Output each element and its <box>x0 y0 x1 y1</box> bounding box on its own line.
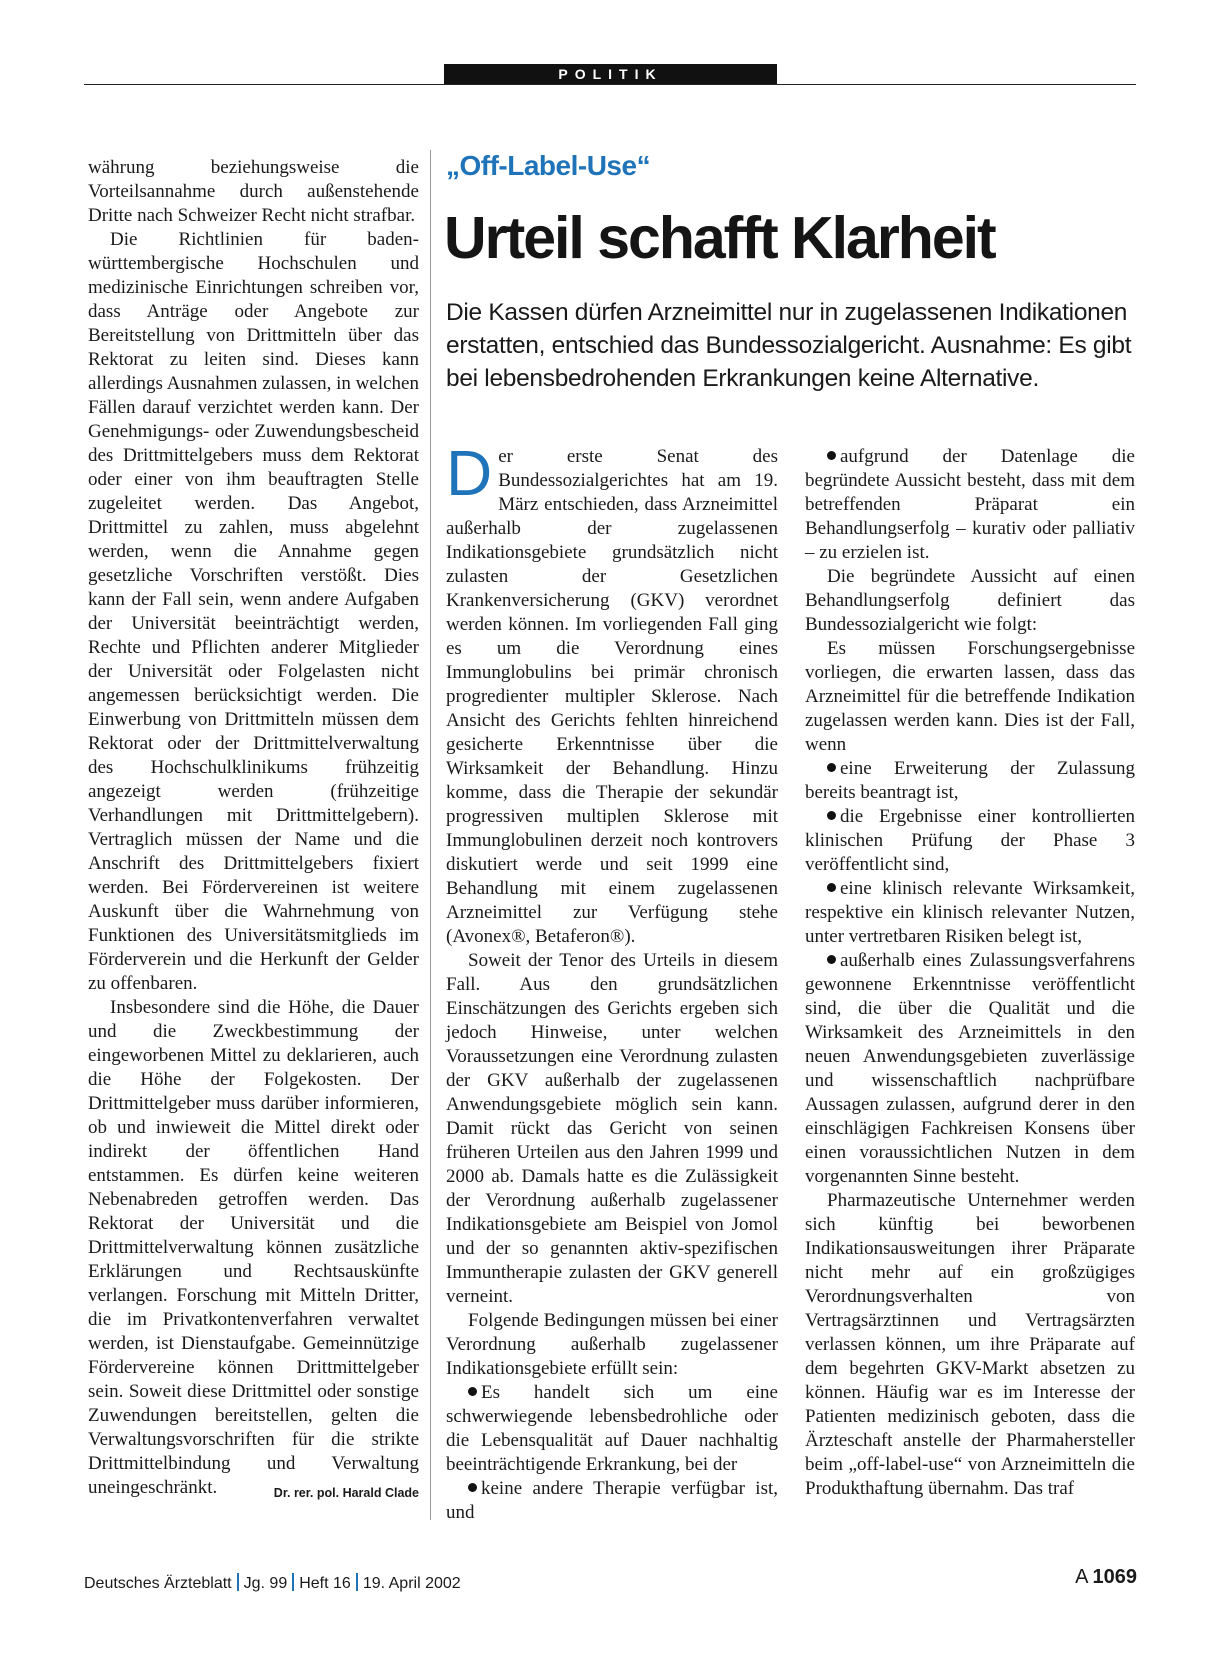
journal-volume: Jg. 99 <box>243 1575 288 1592</box>
col1-paragraph-3-text: Insbesondere sind die Höhe, die Dauer und die Zweckbestimmung der eingeworbenen Mittel zu deklarieren, auch die Höhe der Folgekosten. Der Drittmittelgeber muss darüber informieren, ob und inwieweit die Mittel direkt oder indirekt der öffentlichen Hand entstammen. Es dürfen keine weiteren Nebenabreden getroffen werden. Das Rektorat der Universität und die Drittmittelverwaltung können zusätzliche Erklärungen und Rechtsauskünfte verlangen. Forschung mit Mitteln Dritter, die im Privatkontenverfahren verwaltet werden, ist Dienstaufgabe. Gemeinnützige Fördervereine können Drittmittelgeber sein. Soweit diese Drittmittel oder sonstige Zuwendungen bereitstellen, gelten die Verwaltungsvorschriften für die strikte Drittmittelbindung und Verwaltung uneingeschränkt. <box>88 997 419 1498</box>
page-prefix: A <box>1075 1566 1089 1588</box>
journal-issue: Heft 16 <box>299 1575 351 1592</box>
col3-bullet-5 <box>805 949 1135 1189</box>
column-3 <box>805 445 1135 1501</box>
journal-date: 19. April 2002 <box>362 1575 461 1592</box>
bullet-icon <box>827 763 836 772</box>
article-standfirst: Die Kassen dürfen Arzneimittel nur in zugelassenen Indikationen erstatten, entschied das Bundessozialgericht. Ausnahme: Es gibt bei lebensbedrohenden Erkrankungen keine Alternative. <box>446 299 1132 392</box>
page-footer <box>84 1573 461 1593</box>
col3-bullet-3-text: die Ergebnisse einer kontrollierten klinischen Prüfung der Phase 3 veröffentlicht sind, <box>805 806 1135 875</box>
column-1 <box>88 156 419 1505</box>
col1-paragraph-1: währung beziehungsweise die Vorteilsannahme durch außenstehende Dritte nach Schweizer Recht nicht strafbar. <box>88 157 419 226</box>
bullet-icon <box>468 1483 477 1492</box>
author-byline: Dr. rer. pol. Harald Clade <box>273 1486 419 1500</box>
col3-bullet-2 <box>805 757 1135 805</box>
col3-paragraph-1: Die begründete Aussicht auf einen Behandlungserfolg definiert das Bundessozialgericht wie folgt: <box>805 566 1135 635</box>
col2-paragraph-1 <box>446 437 778 949</box>
col3-bullet-4 <box>805 877 1135 949</box>
bullet-icon <box>827 955 836 964</box>
bullet-icon <box>827 451 836 460</box>
footer-divider <box>356 1573 358 1591</box>
col3-bullet-3 <box>805 805 1135 877</box>
article-kicker: „Off-Label-Use“ <box>446 150 651 181</box>
col3-bullet-4-text: eine klinisch relevante Wirksamkeit, respektive ein klinisch relevanter Nutzen, unter vertretbaren Risiken belegt ist, <box>805 878 1135 947</box>
col2-bullet-1 <box>446 1381 778 1477</box>
bullet-icon <box>468 1387 477 1396</box>
footer-divider <box>292 1573 294 1591</box>
article-headline: Urteil schafft Klarheit <box>444 205 995 271</box>
col2-paragraph-1-text: er erste Senat des Bundessozialgerichtes hat am 19. März entschieden, dass Arzneimittel außerhalb der zugelassenen Indikationsgebiete grundsätzlich nicht zulasten der Gesetzlichen Krankenversicherung (GKV) verordnet werden können. Im vorliegenden Fall ging es um die Verordnung eines Immunglobulins bei primär chronisch progredienter multipler Sklerose. Nach Ansicht des Gerichts fehlten hinreichend gesicherte Erkenntnisse über die Wirksamkeit der Behandlung. Hinzu komme, dass die Therapie der sekundär progressiven multiplen Sklerose mit Immunglobulinen derzeit noch kontrovers diskutiert werde und seit 1999 eine Behandlung mit einem zugelassenen Arzneimittel zur Verfügung stehe (Avonex®, Betaferon®). <box>446 446 778 947</box>
col2-bullet-2-text: keine andere Therapie verfügbar ist, und <box>446 1478 778 1523</box>
col2-paragraph-3: Folgende Bedingungen müssen bei einer Verordnung außerhalb zugelassener Indikationsgebiete erfüllt sein: <box>446 1310 778 1379</box>
column-divider <box>430 150 431 1520</box>
page-number <box>1075 1566 1137 1589</box>
col3-bullet-1 <box>805 445 1135 565</box>
header-rule <box>84 84 1136 85</box>
col3-paragraph-2: Es müssen Forschungsergebnisse vorliegen, die erwarten lassen, dass das Arzneimittel für die betreffende Indikation zugelassen werden kann. Dies ist der Fall, wenn <box>805 638 1135 755</box>
column-2 <box>446 437 778 1525</box>
footer-divider <box>237 1573 239 1591</box>
col3-bullet-5-text: außerhalb eines Zulassungsverfahrens gewonnene Erkenntnisse veröffentlicht sind, die über die Qualität und die Wirksamkeit des Arzneimittels in den neuen Anwendungsgebieten zuverlässige und wissenschaftlich nachprüfbare Aussagen zulassen, aufgrund derer in den einschlägigen Fachkreisen Konsens über einen voraussichtlichen Nutzen in dem vorgenannten Sinne besteht. <box>805 950 1135 1187</box>
journal-name: Deutsches Ärzteblatt <box>84 1575 232 1592</box>
section-label: POLITIK <box>444 64 777 84</box>
col2-bullet-2 <box>446 1477 778 1525</box>
drop-cap: D <box>446 437 493 509</box>
col2-paragraph-2: Soweit der Tenor des Urteils in diesem Fall. Aus den grundsätzlichen Einschätzungen des Gerichts ergeben sich jedoch Hinweise, unter welchen Voraussetzungen eine Verordnung zulasten der GKV außerhalb der zugelassenen Anwendungsgebiete möglich sein kann. Damit rückt das Gericht von seinen früheren Urteilen aus den Jahren 1999 und 2000 ab. Damals hatte es die Zulässigkeit der Verordnung außerhalb zugelassener Indikationsgebiete am Beispiel von Jomol und der so genannten aktiv-spezifischen Immuntherapie zulasten der GKV generell verneint. <box>446 950 778 1307</box>
bullet-icon <box>827 883 836 892</box>
page-number-value: 1069 <box>1092 1566 1137 1588</box>
col1-paragraph-2: Die Richtlinien für baden-württembergische Hochschulen und medizinische Einrichtungen schreiben vor, dass Anträge oder Angebote zur Bereitstellung von Drittmitteln über das Rektorat zu leiten sind. Dieses kann allerdings Ausnahmen zulassen, in welchen Fällen darauf verzichtet werden kann. Der Genehmigungs- oder Zuwendungsbescheid des Drittmittelgebers muss dem Rektorat oder einer von ihm beauftragten Stelle zugeleitet werden. Das Angebot, Drittmittel zu zahlen, muss abgelehnt werden, wenn die Annahme gegen gesetzliche Vorschriften verstößt. Dies kann der Fall sein, wenn andere Aufgaben der Universität beeinträchtigt werden, Rechte und Pflichten anderer Mitglieder der Universität oder Folgelasten nicht angemessen berücksichtigt werden. Die Einwerbung von Drittmitteln müssen dem Rektorat oder der Drittmittelverwaltung des Hochschulklinikums frühzeitig angezeigt werden (frühzeitige Verhandlungen mit Drittmittelgebern). Vertraglich müssen der Name und die Anschrift des Drittmittelgebers fixiert werden. Bei Fördervereinen ist weitere Auskunft über die Wahrnehmung von Funktionen des Universitätsmitglieds im Förderverein und die Herkunft der Gelder zu offenbaren. <box>88 229 419 994</box>
col3-bullet-2-text: eine Erweiterung der Zulassung bereits beantragt ist, <box>805 758 1135 803</box>
col3-paragraph-3: Pharmazeutische Unternehmer werden sich künftig bei beworbenen Indikationsausweitungen ihrer Präparate nicht mehr auf ein großzügiges Verordnungsverhalten von Vertragsärztinnen und Vertragsärzten verlassen können, um ihre Präparate auf dem begehrten GKV-Markt absetzen zu können. Häufig war es im Interesse der Patienten medizinisch geboten, dass die Ärzteschaft anstelle der Pharmahersteller beim „off-label-use“ von Arzneimitteln die Produkthaftung übernahm. Das traf <box>805 1190 1135 1499</box>
col2-bullet-1-text: Es handelt sich um eine schwerwiegende lebensbedrohliche oder die Lebensqualität auf Dauer nachhaltig beeinträchtigende Erkrankung, bei der <box>446 1382 778 1475</box>
bullet-icon <box>827 811 836 820</box>
col3-bullet-1-text: aufgrund der Datenlage die begründete Aussicht besteht, dass mit dem betreffenden Präparat ein Behandlungserfolg – kurativ oder palliativ – zu erzielen ist. <box>805 446 1135 563</box>
col1-paragraph-3 <box>88 996 419 1500</box>
